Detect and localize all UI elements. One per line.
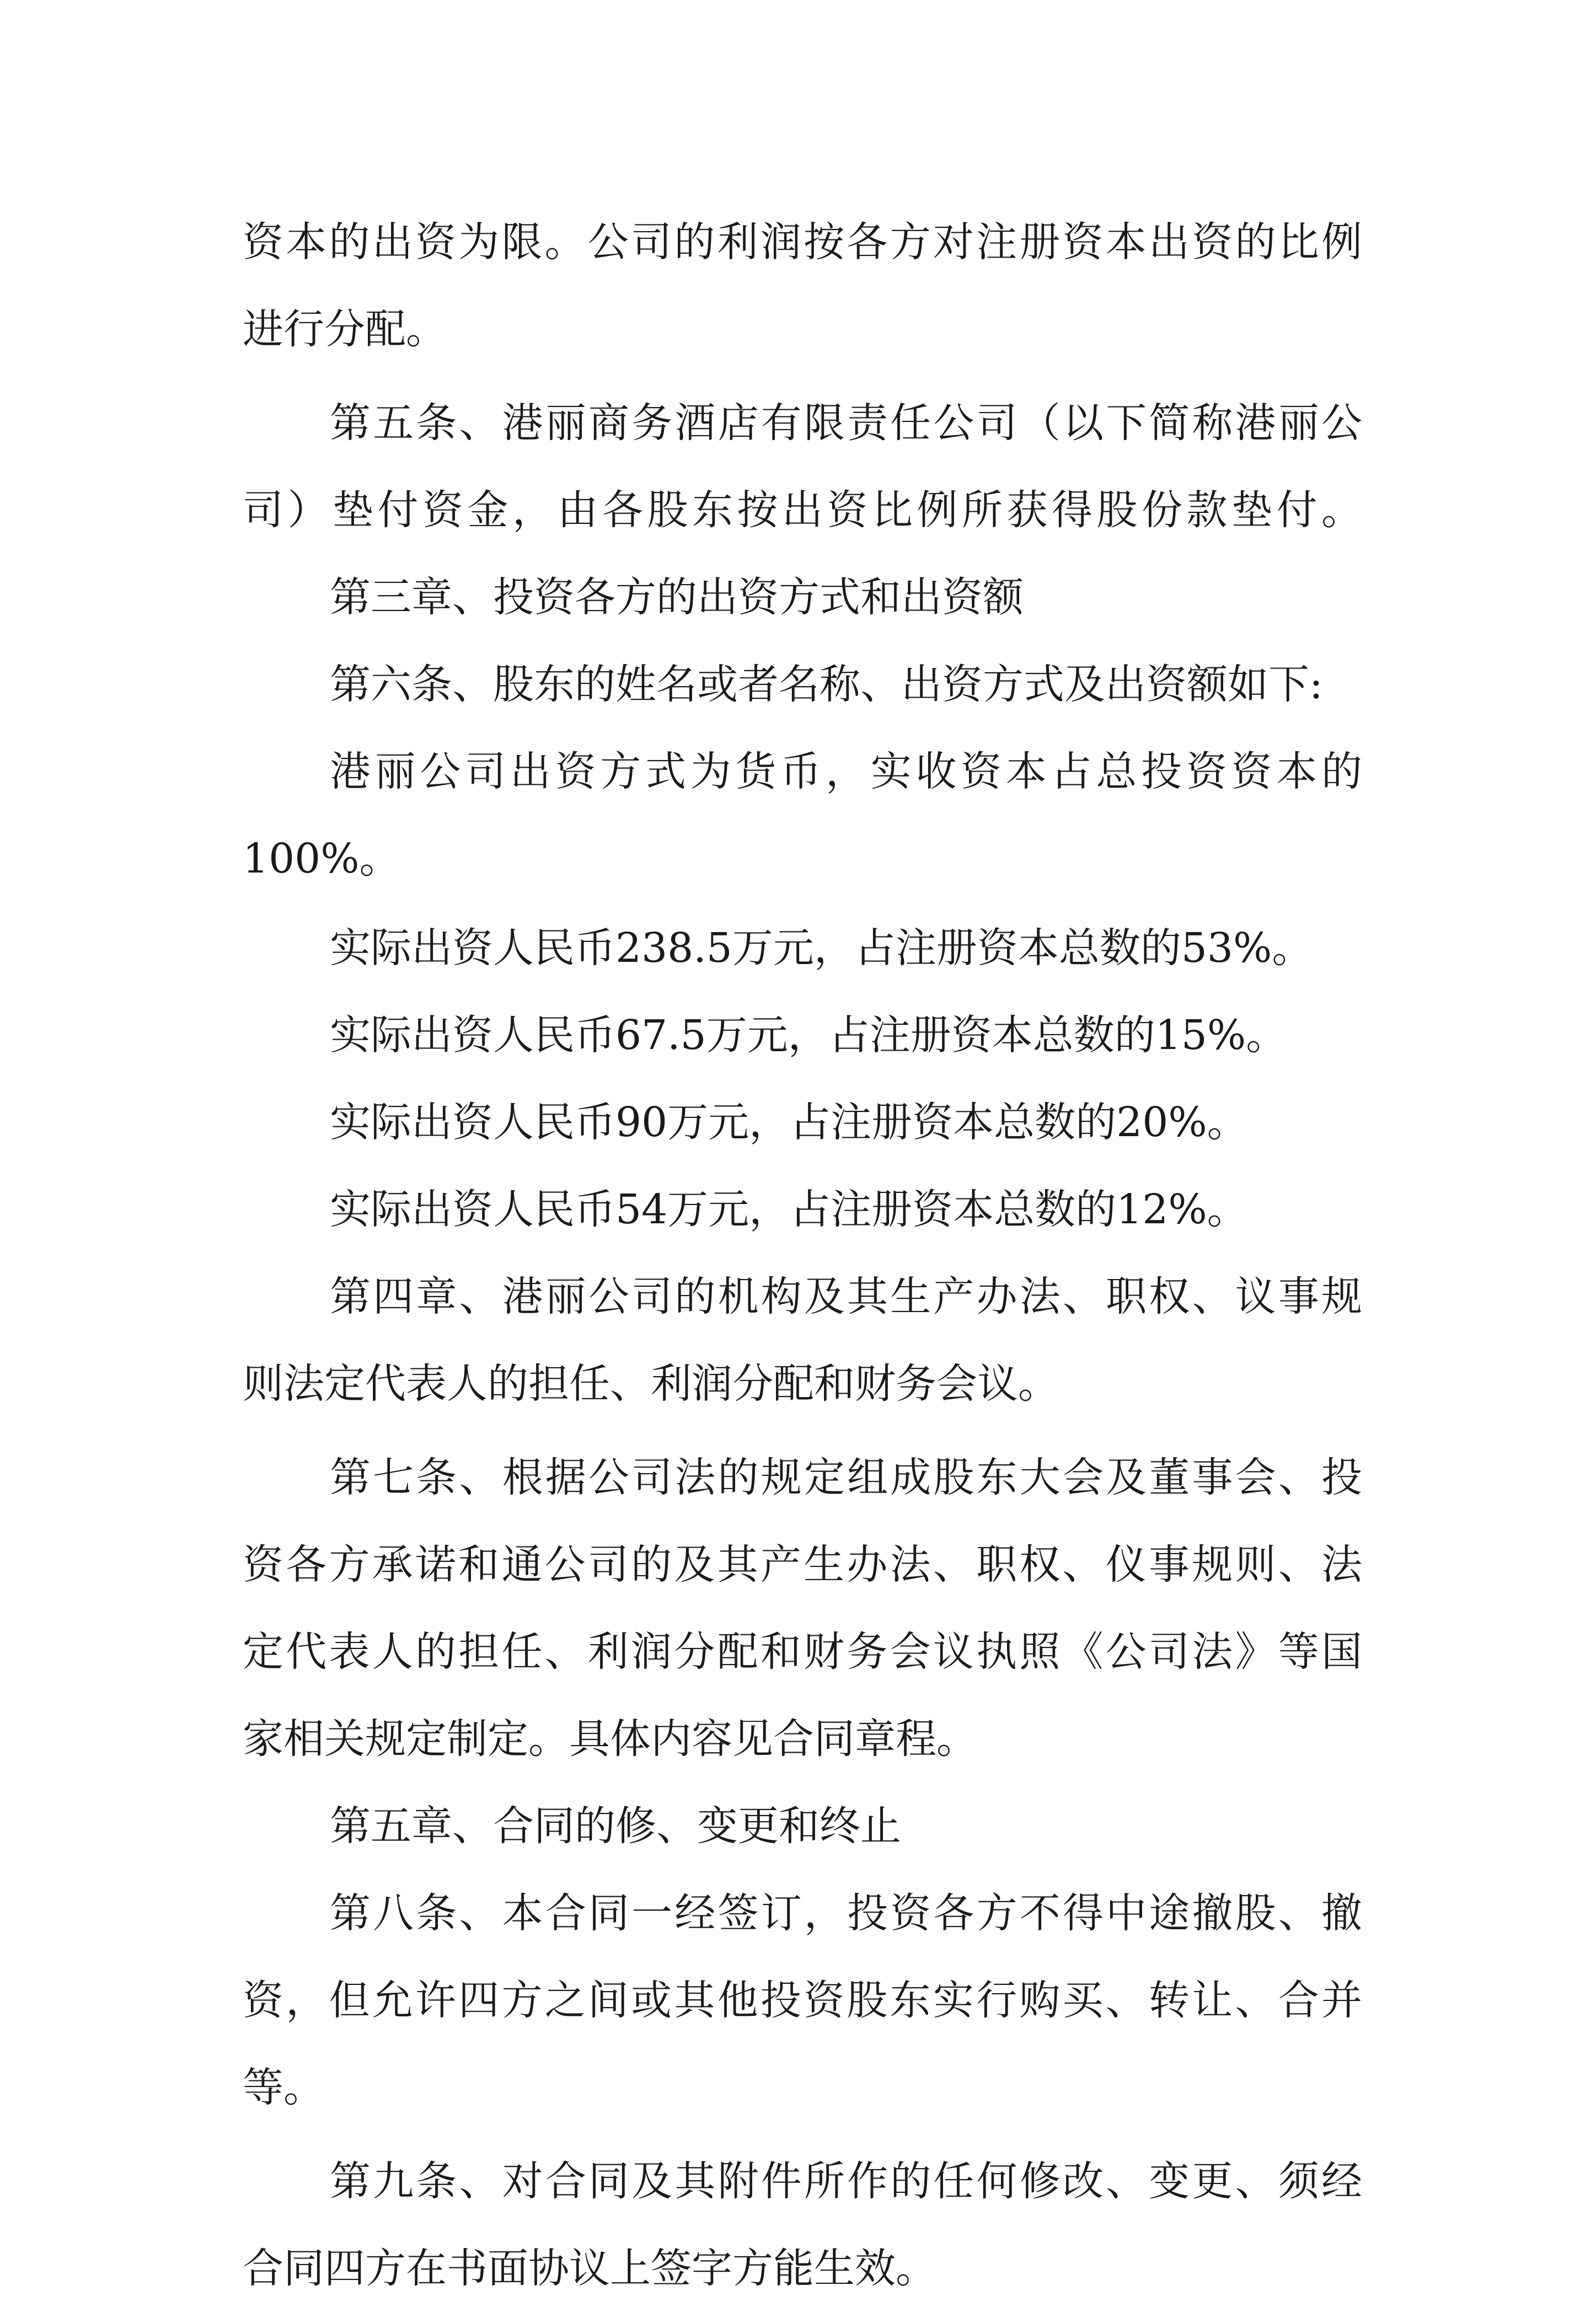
article-7-line: 定代表人的担任、利润分配和财务会议执照《公司法》等国 xyxy=(243,1628,1362,1676)
investment-method-line: 港丽公司出资方式为货币，实收资本占总投资资本的 xyxy=(330,748,1362,795)
document-body xyxy=(243,199,1362,2312)
article-9-line: 合同四方在书面协议上签字方能生效。 xyxy=(243,2245,936,2292)
article-5-line: 司）垫付资金，由各股东按出资比例所获得股份款垫付。 xyxy=(243,486,1362,534)
article-7-line: 家相关规定制定。具体内容见合同章程。 xyxy=(243,1715,977,1763)
chapter-4-heading-cont: 则法定代表人的担任、利润分配和财务会议。 xyxy=(243,1360,1059,1407)
article-8-line: 等。 xyxy=(243,2064,324,2111)
contribution-line: 实际出资人民币54万元，占注册资本总数的12%。 xyxy=(330,1186,1248,1233)
article-7-line: 第七条、根据公司法的规定组成股东大会及董事会、投 xyxy=(330,1454,1362,1501)
article-8-line: 资，但允许四方之间或其他投资股东实行购买、转让、合并 xyxy=(243,1977,1362,2024)
article-9-line: 第九条、对合同及其附件所作的任何修改、变更、须经 xyxy=(330,2158,1362,2205)
article-6-line: 第六条、股东的姓名或者名称、出资方式及出资额如下: xyxy=(330,661,1323,708)
chapter-5-heading: 第五章、合同的修、变更和终止 xyxy=(330,1802,901,1850)
paragraph-line: 进行分配。 xyxy=(243,306,447,353)
article-5-line: 第五条、港丽商务酒店有限责任公司（以下简称港丽公 xyxy=(330,399,1362,447)
chapter-3-heading: 第三章、投资各方的出资方式和出资额 xyxy=(330,574,1024,621)
investment-percent-line: 100%。 xyxy=(243,835,400,882)
article-7-line: 资各方承诺和通公司的及其产生办法、职权、仪事规则、法 xyxy=(243,1541,1362,1588)
contribution-line: 实际出资人民币67.5万元，占注册资本总数的15%。 xyxy=(330,1012,1287,1059)
contribution-line: 实际出资人民币238.5万元，占注册资本总数的53%。 xyxy=(330,924,1313,972)
article-8-line: 第八条、本合同一经签订，投资各方不得中途撤股、撤 xyxy=(330,1890,1362,1937)
contribution-line: 实际出资人民币90万元，占注册资本总数的20%。 xyxy=(330,1099,1248,1146)
chapter-4-heading: 第四章、港丽公司的机构及其生产办法、职权、议事规 xyxy=(330,1273,1362,1320)
paragraph-line: 资本的出资为限。公司的利润按各方对注册资本出资的比例 xyxy=(243,218,1362,266)
